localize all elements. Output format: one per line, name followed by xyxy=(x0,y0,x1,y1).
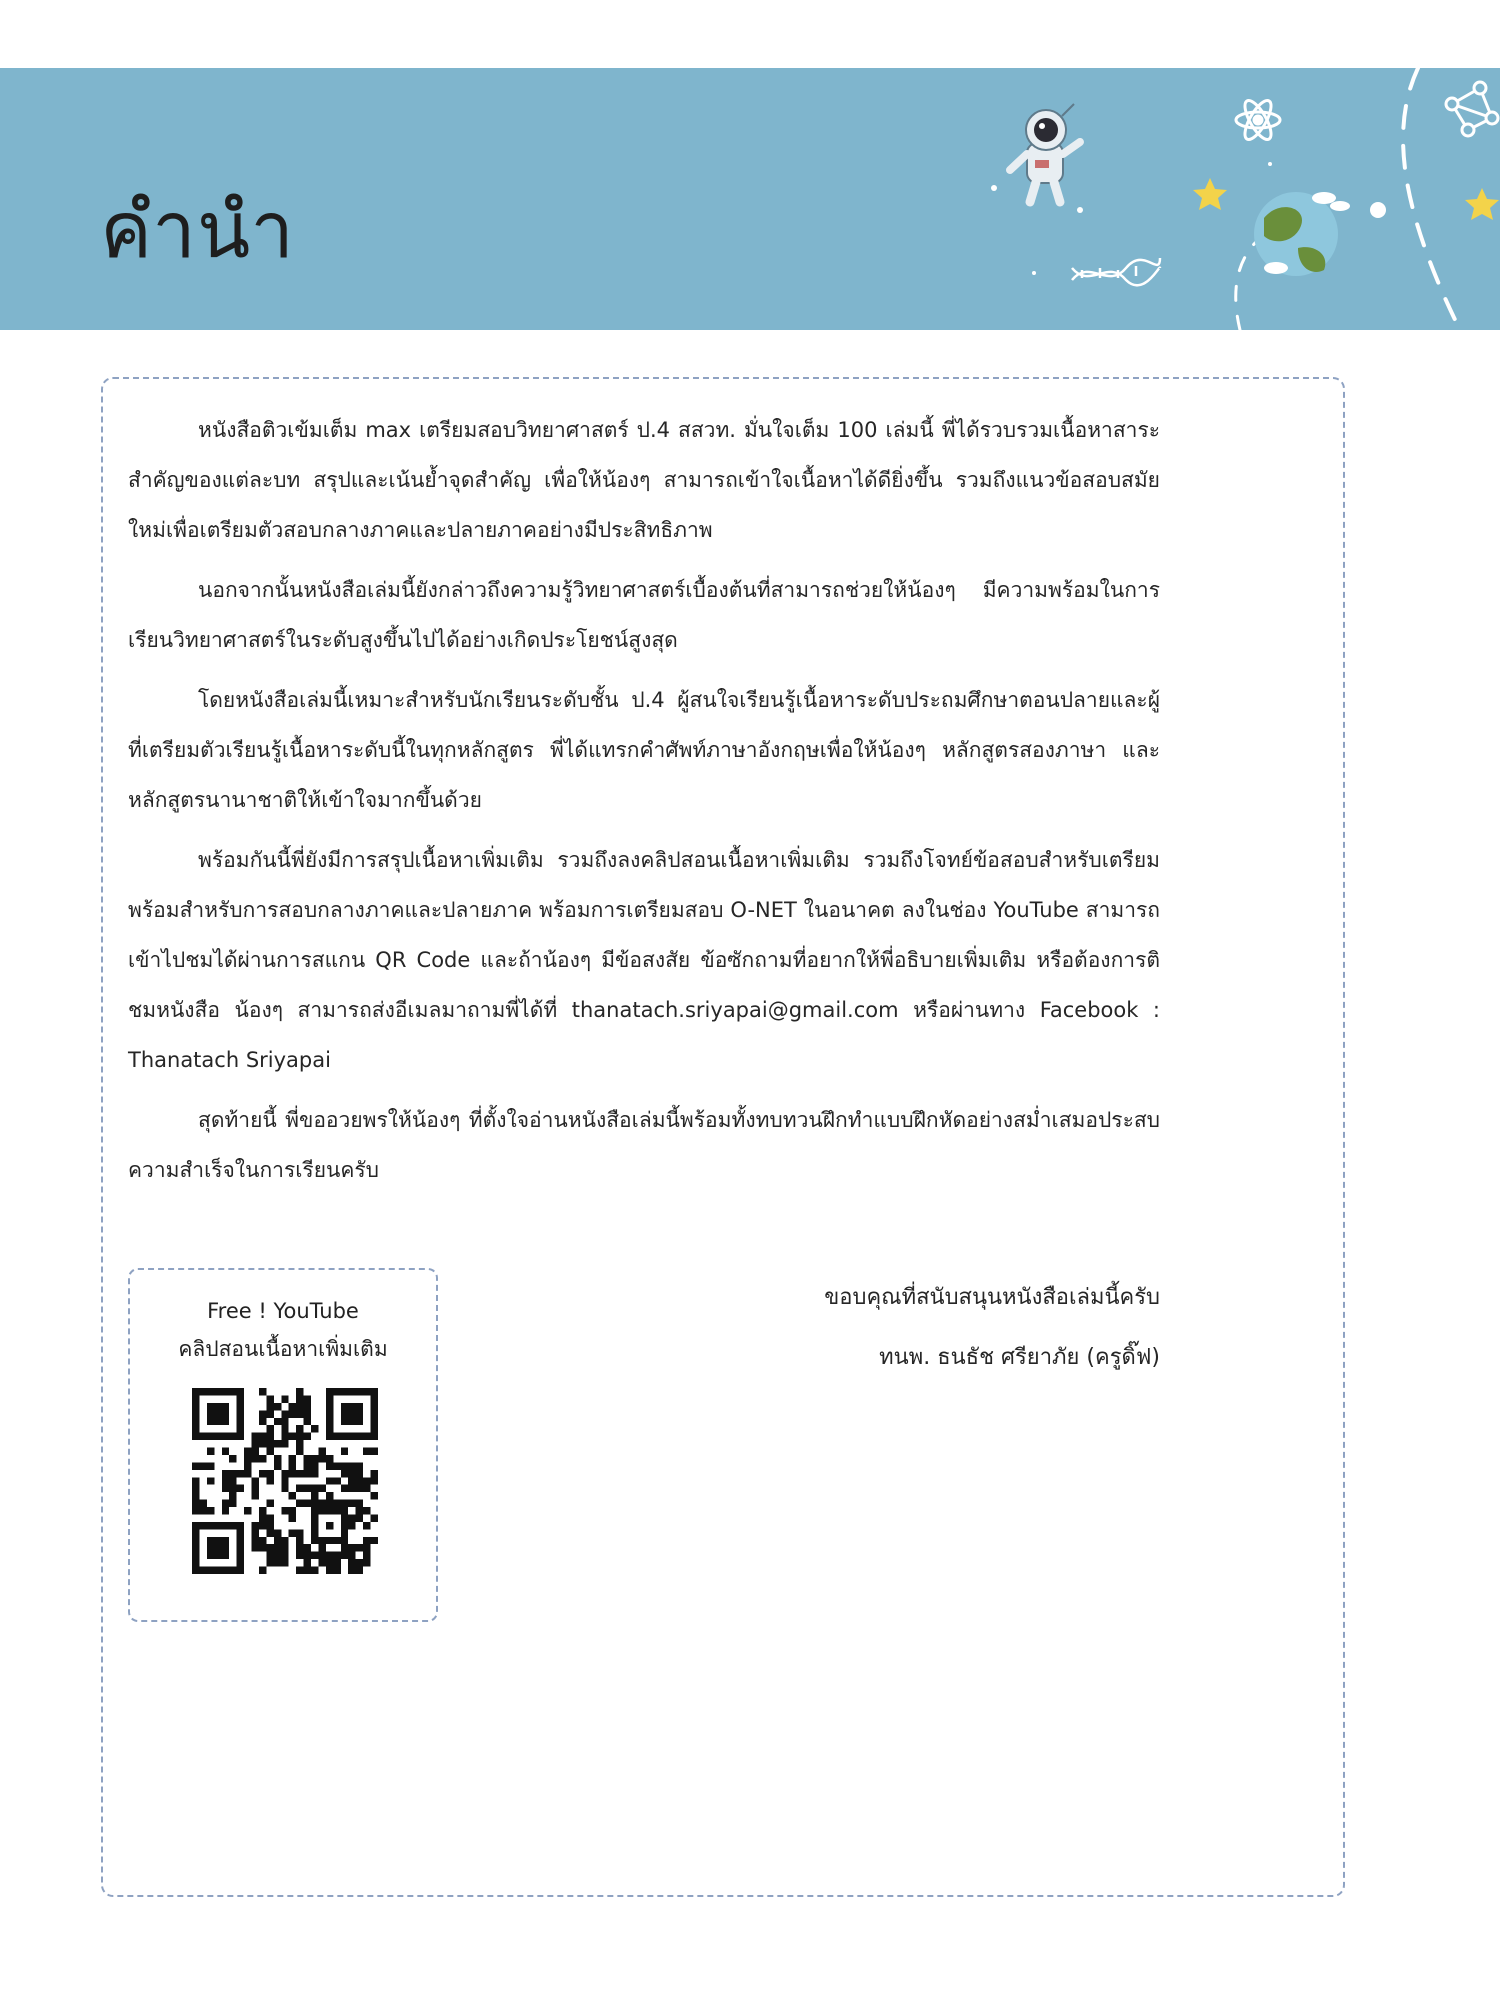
paragraph-3: โดยหนังสือเล่มนี้เหมาะสำหรับนักเรียนระดับชั้น ป.4 ผู้สนใจเรียนรู้เนื้อหาระดับประถมศึกษาตอนปลายและผู้ที่เตรียมตัวเรียนรู้เนื้อหาระดับนี้ในทุกหลักสูตร พี่ได้แทรกคำศัพท์ภาษาอังกฤษเพื่อให้น้องๆ หลักสูตรสองภาษา และหลักสูตรนานาชาติให้เข้าใจมากขึ้นด้วย xyxy=(128,688,1160,812)
qr-caption-line-1: Free ! YouTube xyxy=(207,1299,359,1323)
molecule-icon xyxy=(1446,82,1498,136)
paragraph-5: สุดท้ายนี้ พี่ขออวยพรให้น้องๆ ที่ตั้งใจอ่านหนังสือเล่มนี้พร้อมทั้งทบทวนฝึกทำแบบฝึกหัดอย่างสม่ำเสมอประสบความสำเร็จในการเรียนครับ xyxy=(128,1108,1160,1182)
science-decoration xyxy=(980,68,1500,330)
paragraph-1: หนังสือติวเข้มเต็ม max เตรียมสอบวิทยาศาสตร์ ป.4 สสวท. มั่นใจเต็ม 100 เล่มนี้ พี่ได้รวบรวมเนื้อหาสาระสำคัญของแต่ละบท สรุปและเน้นย้ำจุดสำคัญ เพื่อให้น้องๆ สามารถเข้าใจเนื้อหาได้ดียิ่งขึ้น รวมถึงแนวข้อสอบสมัยใหม่เพื่อเตรียมตัวสอบกลางภาคและปลายภาคอย่างมีประสิทธิภาพ xyxy=(128,418,1160,542)
atom-icon xyxy=(1236,97,1280,143)
star-icon xyxy=(1193,178,1227,210)
paragraph-2: นอกจากนั้นหนังสือเล่มนี้ยังกล่าวถึงความรู้วิทยาศาสตร์เบื้องต้นที่สามารถช่วยให้น้องๆ มีความพร้อมในการเรียนวิทยาศาสตร์ในระดับสูงขึ้นไปได้อย่างเกิดประโยชน์สูงสุด xyxy=(128,578,1160,652)
header-banner xyxy=(0,68,1500,330)
youtube-qr-card xyxy=(128,1268,438,1622)
author-name: ทนพ. ธนธัช ศรียาภัย (ครูดิ๊ฟ) xyxy=(879,1345,1160,1370)
signature-block xyxy=(700,1268,1160,1388)
qr-caption-line-2: คลิปสอนเนื้อหาเพิ่มเติม xyxy=(178,1337,388,1361)
preface-body xyxy=(128,405,1160,1205)
planet-earth-icon xyxy=(1254,192,1350,276)
dna-icon xyxy=(1072,258,1160,285)
paragraph-4: พร้อมกันนี้พี่ยังมีการสรุปเนื้อหาเพิ่มเติม รวมถึงลงคลิปสอนเนื้อหาเพิ่มเติม รวมถึงโจทย์ข้อสอบสำหรับเตรียมพร้อมสำหรับการสอบกลางภาคและปลายภาค พร้อมการเตรียมสอบ O-NET ในอนาคต ลงในช่อง YouTube สามารถเข้าไปชมได้ผ่านการสแกน QR Code และถ้าน้องๆ มีข้อสงสัย ข้อซักถามที่อยากให้พี่อธิบายเพิ่มเติม หรือต้องการติชมหนังสือ น้องๆ สามารถส่งอีเมลมาถามพี่ได้ที่ thanatach.sriyapai@gmail.com หรือผ่านทาง Facebook : Thanatach Sriyapai xyxy=(128,848,1160,1072)
qr-code-icon[interactable] xyxy=(192,1388,378,1574)
thanks-line: ขอบคุณที่สนับสนุนหนังสือเล่มนี้ครับ xyxy=(824,1285,1160,1310)
astronaut-icon xyxy=(1010,104,1080,202)
page-title: คำนำ xyxy=(100,186,296,276)
